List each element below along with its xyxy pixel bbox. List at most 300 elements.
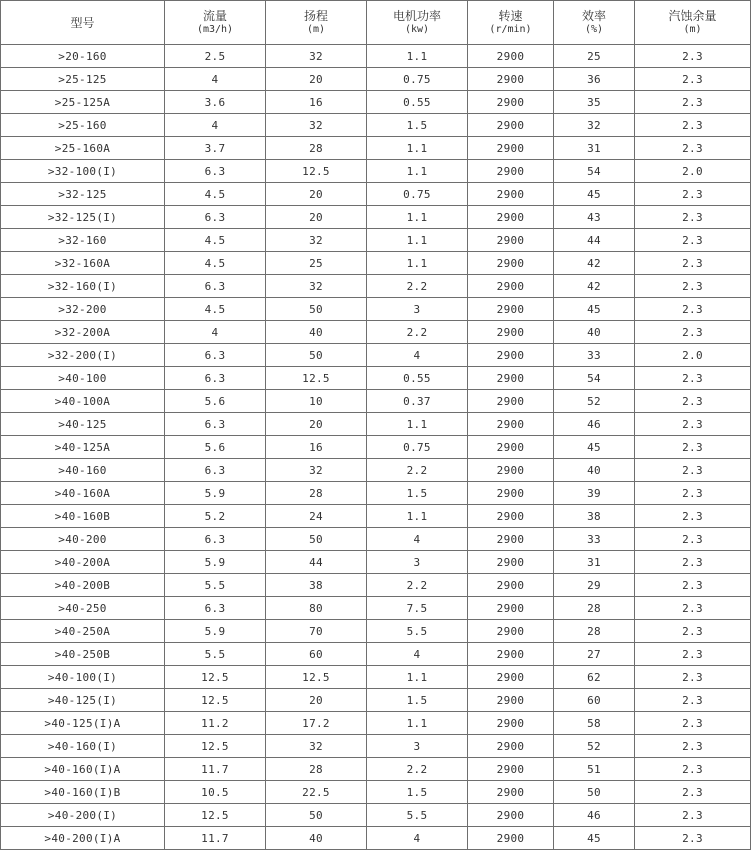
cell-model: >40-200B [1, 574, 165, 597]
cell-model: >40-250B [1, 643, 165, 666]
cell-model: >25-125 [1, 68, 165, 91]
cell-efficiency: 40 [554, 321, 635, 344]
cell-head: 24 [266, 505, 367, 528]
table-row [1, 252, 751, 275]
cell-head: 40 [266, 321, 367, 344]
cell-model: >40-125 [1, 413, 165, 436]
cell-npsh: 2.0 [635, 344, 751, 367]
table-row [1, 321, 751, 344]
cell-speed: 2900 [468, 436, 554, 459]
cell-motor-power: 5.5 [367, 804, 468, 827]
cell-flow: 5.6 [165, 390, 266, 413]
cell-efficiency: 45 [554, 298, 635, 321]
table-row [1, 436, 751, 459]
cell-model: >40-200A [1, 551, 165, 574]
cell-efficiency: 25 [554, 45, 635, 68]
cell-npsh: 2.3 [635, 436, 751, 459]
cell-efficiency: 38 [554, 505, 635, 528]
cell-motor-power: 3 [367, 551, 468, 574]
cell-motor-power: 1.1 [367, 252, 468, 275]
cell-motor-power: 2.2 [367, 275, 468, 298]
cell-efficiency: 28 [554, 597, 635, 620]
table-header [1, 1, 751, 45]
cell-head: 16 [266, 91, 367, 114]
header-efficiency [554, 1, 635, 45]
cell-speed: 2900 [468, 183, 554, 206]
header-model [1, 1, 165, 45]
cell-speed: 2900 [468, 643, 554, 666]
cell-head: 60 [266, 643, 367, 666]
cell-npsh: 2.3 [635, 321, 751, 344]
cell-flow: 12.5 [165, 804, 266, 827]
header-flow-label: 流量 [202, 8, 227, 23]
table-row [1, 160, 751, 183]
cell-head: 50 [266, 344, 367, 367]
cell-motor-power: 0.75 [367, 68, 468, 91]
cell-head: 12.5 [266, 367, 367, 390]
cell-model: >32-160 [1, 229, 165, 252]
cell-flow: 4.5 [165, 298, 266, 321]
cell-npsh: 2.3 [635, 551, 751, 574]
cell-model: >40-125(I)A [1, 712, 165, 735]
cell-motor-power: 2.2 [367, 758, 468, 781]
cell-speed: 2900 [468, 620, 554, 643]
cell-efficiency: 40 [554, 459, 635, 482]
cell-motor-power: 1.5 [367, 781, 468, 804]
cell-speed: 2900 [468, 275, 554, 298]
cell-flow: 5.5 [165, 574, 266, 597]
cell-npsh: 2.3 [635, 91, 751, 114]
cell-model: >40-200 [1, 528, 165, 551]
cell-head: 10 [266, 390, 367, 413]
cell-flow: 5.9 [165, 551, 266, 574]
cell-speed: 2900 [468, 712, 554, 735]
cell-flow: 6.3 [165, 275, 266, 298]
cell-head: 25 [266, 252, 367, 275]
cell-motor-power: 3 [367, 735, 468, 758]
cell-model: >40-160(I) [1, 735, 165, 758]
cell-motor-power: 1.1 [367, 137, 468, 160]
cell-npsh: 2.3 [635, 804, 751, 827]
cell-efficiency: 50 [554, 781, 635, 804]
cell-head: 32 [266, 229, 367, 252]
cell-flow: 6.3 [165, 160, 266, 183]
header-flow [165, 1, 266, 45]
cell-speed: 2900 [468, 298, 554, 321]
cell-flow: 10.5 [165, 781, 266, 804]
cell-head: 80 [266, 597, 367, 620]
table-row [1, 298, 751, 321]
cell-npsh: 2.3 [635, 252, 751, 275]
cell-efficiency: 35 [554, 91, 635, 114]
cell-efficiency: 60 [554, 689, 635, 712]
cell-model: >40-100(I) [1, 666, 165, 689]
cell-model: >40-160(I)B [1, 781, 165, 804]
cell-speed: 2900 [468, 206, 554, 229]
cell-head: 28 [266, 137, 367, 160]
table-row [1, 505, 751, 528]
cell-motor-power: 0.37 [367, 390, 468, 413]
cell-efficiency: 51 [554, 758, 635, 781]
cell-efficiency: 32 [554, 114, 635, 137]
header-head-unit: (m) [306, 23, 326, 35]
cell-flow: 12.5 [165, 666, 266, 689]
cell-model: >40-125A [1, 436, 165, 459]
cell-efficiency: 43 [554, 206, 635, 229]
cell-motor-power: 5.5 [367, 620, 468, 643]
cell-flow: 6.3 [165, 413, 266, 436]
cell-motor-power: 1.5 [367, 114, 468, 137]
cell-model: >40-125(I) [1, 689, 165, 712]
cell-motor-power: 2.2 [367, 321, 468, 344]
header-row [1, 1, 751, 45]
cell-speed: 2900 [468, 758, 554, 781]
cell-model: >32-125 [1, 183, 165, 206]
cell-speed: 2900 [468, 459, 554, 482]
table-row [1, 229, 751, 252]
cell-flow: 3.7 [165, 137, 266, 160]
table-row [1, 459, 751, 482]
cell-efficiency: 42 [554, 275, 635, 298]
cell-motor-power: 1.1 [367, 206, 468, 229]
cell-head: 17.2 [266, 712, 367, 735]
cell-head: 50 [266, 528, 367, 551]
table-row [1, 620, 751, 643]
header-npsh [635, 1, 751, 45]
cell-model: >25-160A [1, 137, 165, 160]
cell-speed: 2900 [468, 68, 554, 91]
cell-efficiency: 45 [554, 183, 635, 206]
cell-speed: 2900 [468, 413, 554, 436]
cell-model: >32-200A [1, 321, 165, 344]
cell-npsh: 2.3 [635, 735, 751, 758]
cell-model: >40-160 [1, 459, 165, 482]
table-row [1, 206, 751, 229]
cell-flow: 5.9 [165, 620, 266, 643]
cell-model: >40-250 [1, 597, 165, 620]
cell-npsh: 2.3 [635, 666, 751, 689]
cell-efficiency: 62 [554, 666, 635, 689]
table-row [1, 643, 751, 666]
cell-flow: 6.3 [165, 597, 266, 620]
cell-flow: 6.3 [165, 206, 266, 229]
cell-head: 32 [266, 114, 367, 137]
cell-npsh: 2.3 [635, 827, 751, 850]
cell-efficiency: 29 [554, 574, 635, 597]
cell-efficiency: 58 [554, 712, 635, 735]
cell-motor-power: 0.75 [367, 183, 468, 206]
cell-head: 12.5 [266, 160, 367, 183]
cell-efficiency: 39 [554, 482, 635, 505]
table-row [1, 574, 751, 597]
cell-npsh: 2.3 [635, 689, 751, 712]
cell-speed: 2900 [468, 666, 554, 689]
cell-head: 20 [266, 206, 367, 229]
cell-flow: 2.5 [165, 45, 266, 68]
cell-model: >40-160B [1, 505, 165, 528]
header-efficiency-unit: (%) [584, 23, 604, 35]
table-row [1, 804, 751, 827]
cell-flow: 12.5 [165, 735, 266, 758]
cell-efficiency: 46 [554, 804, 635, 827]
table-row [1, 114, 751, 137]
header-head-label: 扬程 [303, 8, 328, 23]
table-row [1, 758, 751, 781]
cell-efficiency: 28 [554, 620, 635, 643]
cell-efficiency: 52 [554, 735, 635, 758]
cell-efficiency: 52 [554, 390, 635, 413]
cell-speed: 2900 [468, 551, 554, 574]
cell-head: 38 [266, 574, 367, 597]
cell-model: >40-100 [1, 367, 165, 390]
cell-efficiency: 27 [554, 643, 635, 666]
table-row [1, 45, 751, 68]
cell-efficiency: 33 [554, 528, 635, 551]
cell-motor-power: 4 [367, 344, 468, 367]
cell-efficiency: 46 [554, 413, 635, 436]
cell-motor-power: 1.5 [367, 689, 468, 712]
cell-efficiency: 33 [554, 344, 635, 367]
cell-speed: 2900 [468, 689, 554, 712]
cell-model: >32-200 [1, 298, 165, 321]
cell-flow: 11.2 [165, 712, 266, 735]
cell-motor-power: 1.5 [367, 482, 468, 505]
cell-efficiency: 31 [554, 137, 635, 160]
cell-npsh: 2.3 [635, 643, 751, 666]
cell-flow: 11.7 [165, 758, 266, 781]
cell-flow: 5.6 [165, 436, 266, 459]
cell-speed: 2900 [468, 827, 554, 850]
cell-motor-power: 1.1 [367, 160, 468, 183]
header-motor-power [367, 1, 468, 45]
cell-model: >40-160A [1, 482, 165, 505]
cell-speed: 2900 [468, 804, 554, 827]
cell-speed: 2900 [468, 482, 554, 505]
table-row [1, 344, 751, 367]
cell-npsh: 2.3 [635, 367, 751, 390]
cell-head: 40 [266, 827, 367, 850]
cell-efficiency: 42 [554, 252, 635, 275]
cell-flow: 6.3 [165, 367, 266, 390]
header-motor-power-label: 电机功率 [392, 8, 441, 23]
cell-efficiency: 45 [554, 436, 635, 459]
table-row [1, 183, 751, 206]
cell-motor-power: 4 [367, 643, 468, 666]
cell-npsh: 2.3 [635, 459, 751, 482]
cell-efficiency: 54 [554, 367, 635, 390]
cell-head: 28 [266, 482, 367, 505]
cell-head: 22.5 [266, 781, 367, 804]
cell-speed: 2900 [468, 781, 554, 804]
cell-speed: 2900 [468, 390, 554, 413]
cell-npsh: 2.3 [635, 137, 751, 160]
cell-head: 32 [266, 459, 367, 482]
cell-model: >40-100A [1, 390, 165, 413]
table-row [1, 137, 751, 160]
header-npsh-label: 汽蚀余量 [668, 8, 717, 23]
cell-flow: 5.5 [165, 643, 266, 666]
table-row [1, 275, 751, 298]
cell-flow: 4.5 [165, 252, 266, 275]
table-row [1, 482, 751, 505]
cell-motor-power: 1.1 [367, 45, 468, 68]
cell-model: >32-125(I) [1, 206, 165, 229]
cell-npsh: 2.3 [635, 298, 751, 321]
cell-model: >32-160A [1, 252, 165, 275]
table-row [1, 827, 751, 850]
table-row [1, 91, 751, 114]
cell-motor-power: 3 [367, 298, 468, 321]
cell-motor-power: 1.1 [367, 666, 468, 689]
cell-speed: 2900 [468, 321, 554, 344]
cell-flow: 12.5 [165, 689, 266, 712]
cell-efficiency: 54 [554, 160, 635, 183]
cell-npsh: 2.3 [635, 712, 751, 735]
cell-model: >40-200(I) [1, 804, 165, 827]
cell-flow: 4 [165, 114, 266, 137]
cell-npsh: 2.3 [635, 505, 751, 528]
cell-head: 16 [266, 436, 367, 459]
cell-speed: 2900 [468, 160, 554, 183]
cell-head: 32 [266, 275, 367, 298]
cell-model: >40-250A [1, 620, 165, 643]
cell-npsh: 2.3 [635, 574, 751, 597]
cell-flow: 3.6 [165, 91, 266, 114]
header-flow-unit: (m3/h) [196, 23, 234, 35]
cell-speed: 2900 [468, 252, 554, 275]
cell-head: 12.5 [266, 666, 367, 689]
cell-npsh: 2.3 [635, 275, 751, 298]
cell-head: 44 [266, 551, 367, 574]
cell-speed: 2900 [468, 229, 554, 252]
table-row [1, 597, 751, 620]
cell-flow: 6.3 [165, 344, 266, 367]
table-row [1, 413, 751, 436]
cell-model: >32-100(I) [1, 160, 165, 183]
cell-npsh: 2.3 [635, 620, 751, 643]
cell-motor-power: 0.75 [367, 436, 468, 459]
cell-head: 50 [266, 298, 367, 321]
cell-model: >40-160(I)A [1, 758, 165, 781]
cell-npsh: 2.3 [635, 114, 751, 137]
header-model-label: 型号 [70, 15, 95, 30]
table-row [1, 551, 751, 574]
cell-motor-power: 4 [367, 528, 468, 551]
cell-head: 20 [266, 413, 367, 436]
cell-model: >20-160 [1, 45, 165, 68]
table-body [1, 45, 751, 850]
cell-flow: 4.5 [165, 229, 266, 252]
cell-head: 50 [266, 804, 367, 827]
table-row [1, 367, 751, 390]
cell-speed: 2900 [468, 528, 554, 551]
cell-motor-power: 4 [367, 827, 468, 850]
cell-speed: 2900 [468, 137, 554, 160]
header-speed-unit: (r/min) [489, 23, 532, 35]
cell-npsh: 2.3 [635, 758, 751, 781]
cell-model: >25-125A [1, 91, 165, 114]
cell-flow: 6.3 [165, 528, 266, 551]
cell-speed: 2900 [468, 574, 554, 597]
cell-motor-power: 2.2 [367, 459, 468, 482]
cell-flow: 4 [165, 68, 266, 91]
cell-motor-power: 1.1 [367, 712, 468, 735]
cell-npsh: 2.3 [635, 206, 751, 229]
cell-head: 20 [266, 68, 367, 91]
cell-speed: 2900 [468, 367, 554, 390]
cell-efficiency: 36 [554, 68, 635, 91]
cell-speed: 2900 [468, 91, 554, 114]
cell-efficiency: 45 [554, 827, 635, 850]
cell-model: >40-200(I)A [1, 827, 165, 850]
cell-head: 20 [266, 689, 367, 712]
cell-npsh: 2.3 [635, 390, 751, 413]
cell-model: >32-200(I) [1, 344, 165, 367]
cell-speed: 2900 [468, 45, 554, 68]
header-motor-power-unit: (kw) [404, 23, 430, 35]
cell-speed: 2900 [468, 505, 554, 528]
header-speed-label: 转速 [498, 8, 523, 23]
cell-motor-power: 0.55 [367, 91, 468, 114]
cell-speed: 2900 [468, 735, 554, 758]
cell-efficiency: 44 [554, 229, 635, 252]
table-row [1, 689, 751, 712]
table-row [1, 712, 751, 735]
cell-model: >25-160 [1, 114, 165, 137]
cell-flow: 5.9 [165, 482, 266, 505]
cell-npsh: 2.3 [635, 528, 751, 551]
cell-head: 20 [266, 183, 367, 206]
cell-head: 70 [266, 620, 367, 643]
table-row [1, 390, 751, 413]
table-row [1, 781, 751, 804]
table-row [1, 528, 751, 551]
cell-npsh: 2.3 [635, 413, 751, 436]
header-speed [468, 1, 554, 45]
header-efficiency-label: 效率 [581, 8, 606, 23]
cell-flow: 6.3 [165, 459, 266, 482]
table-row [1, 68, 751, 91]
cell-motor-power: 0.55 [367, 367, 468, 390]
cell-npsh: 2.3 [635, 229, 751, 252]
cell-motor-power: 2.2 [367, 574, 468, 597]
table-row [1, 666, 751, 689]
cell-motor-power: 1.1 [367, 505, 468, 528]
cell-speed: 2900 [468, 344, 554, 367]
cell-npsh: 2.3 [635, 45, 751, 68]
cell-speed: 2900 [468, 597, 554, 620]
cell-head: 28 [266, 758, 367, 781]
cell-npsh: 2.0 [635, 160, 751, 183]
cell-flow: 5.2 [165, 505, 266, 528]
header-head [266, 1, 367, 45]
cell-speed: 2900 [468, 114, 554, 137]
cell-flow: 4.5 [165, 183, 266, 206]
cell-npsh: 2.3 [635, 781, 751, 804]
table-row [1, 735, 751, 758]
cell-npsh: 2.3 [635, 482, 751, 505]
cell-npsh: 2.3 [635, 68, 751, 91]
cell-flow: 4 [165, 321, 266, 344]
cell-efficiency: 31 [554, 551, 635, 574]
cell-motor-power: 1.1 [367, 413, 468, 436]
cell-npsh: 2.3 [635, 183, 751, 206]
cell-motor-power: 1.1 [367, 229, 468, 252]
cell-model: >32-160(I) [1, 275, 165, 298]
header-npsh-unit: (m) [683, 23, 702, 35]
cell-flow: 11.7 [165, 827, 266, 850]
cell-head: 32 [266, 45, 367, 68]
